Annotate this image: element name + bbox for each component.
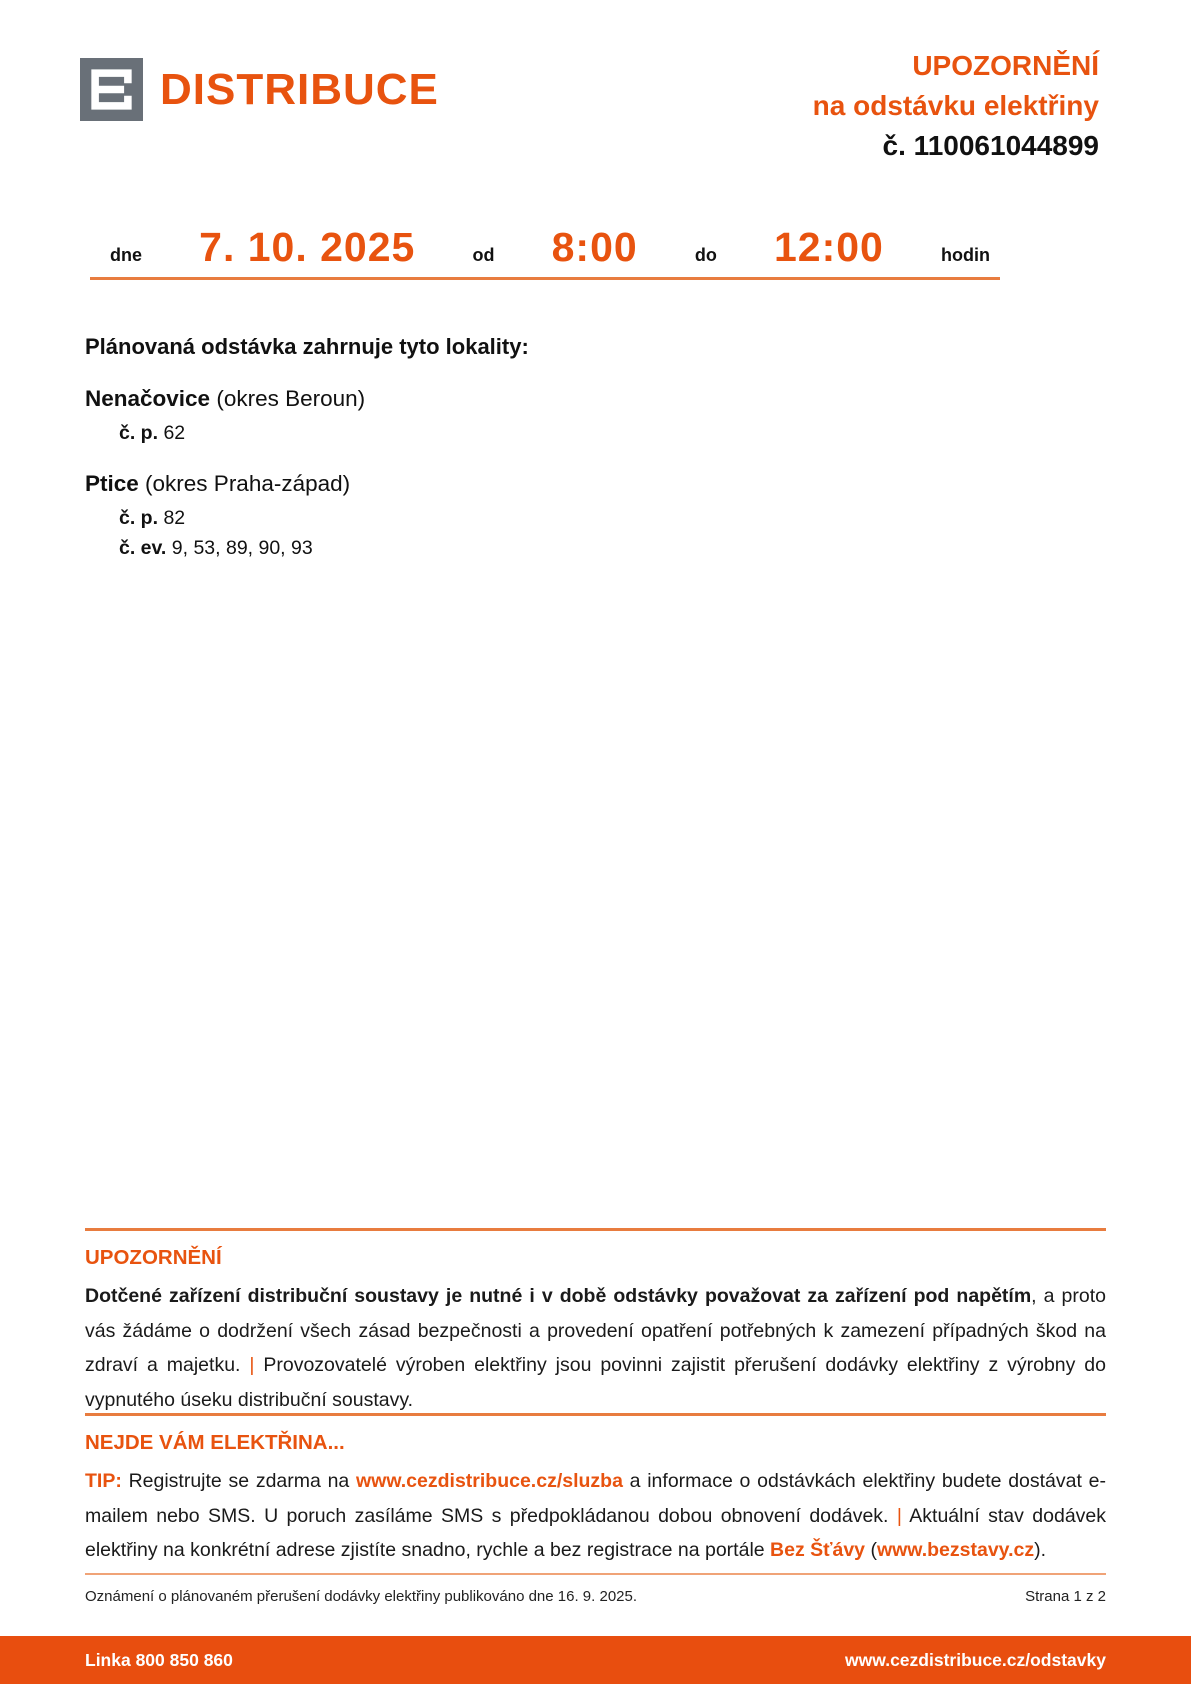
entry-label: č. p. [119,507,159,529]
brand-wordmark: DISTRIBUCE [160,64,439,114]
notice-title-block [813,46,1099,166]
warning-paragraph [85,1279,1106,1417]
tip-text-5: ). [1034,1539,1047,1561]
locality-district: (okres Beroun) [216,386,366,411]
locality-item [85,386,1106,445]
locality-entry [119,422,1106,445]
warning-bold-intro: Dotčené zařízení distribuční soustavy je nutné i v době odstávky považovat za zařízení pod napětím [85,1285,1032,1307]
schedule-time-to-value: 12:00 [773,224,884,270]
locality-item [85,471,1106,560]
entry-label: č. p. [119,422,159,444]
page-number: Strana 1 z 2 [1025,1588,1106,1605]
link-bezstavy[interactable]: www.bezstavy.cz [876,1539,1035,1561]
entry-value: 9, 53, 89, 90, 93 [171,537,313,559]
notice-title-line1: UPOZORNĚNÍ [912,50,1099,81]
tip-text-1: Registrujte se zdarma na [121,1470,356,1492]
entry-label: č. ev. [119,537,167,559]
separator-pipe: | [896,1504,902,1527]
schedule-time-from-value: 8:00 [551,224,638,270]
tip-section [85,1413,1106,1568]
schedule-underline [90,277,1000,280]
locality-entry [119,507,1106,530]
warning-heading: UPOZORNĚNÍ [85,1246,222,1269]
schedule-date-value: 7. 10. 2025 [199,224,416,270]
entry-value: 82 [163,507,186,529]
schedule-band [110,224,990,271]
tip-text-3: Aktuální stav dodávek elektřiny na konkrétní adrese zjistíte snadno, rychle a bez registrace na portále [85,1504,1107,1561]
publication-note: Oznámení o plánovaném přerušení dodávky elektřiny publikováno dne 16. 9. 2025. [85,1588,638,1605]
cez-logo-icon [80,58,143,121]
locality-name-line [85,471,1106,497]
prefooter-divider [85,1573,1106,1575]
schedule-label-from: od [472,245,495,265]
brand-header [80,58,439,121]
locality-name: Ptice [85,471,139,496]
footnote-row [85,1588,1106,1605]
tip-label: TIP: [85,1470,122,1492]
notice-number: č. 110061044899 [882,130,1099,161]
footer-phone: Linka 800 850 860 [85,1649,233,1670]
footer-url-link[interactable]: www.cezdistribuce.cz/odstavky [845,1649,1106,1670]
locality-name-line [85,386,1106,412]
schedule-label-hours: hodin [940,245,990,265]
locality-entry [119,537,1106,560]
localities-heading: Plánovaná odstávka zahrnuje tyto lokality: [85,334,529,359]
warning-section [85,1228,1106,1417]
warning-text: , a proto vás žádáme o dodržení všech zásad bezpečnosti a provedení opatření potřebných k zamezení případných škod na zdraví a majetku. [85,1285,1106,1376]
locality-district: (okres Praha-západ) [145,471,351,496]
schedule-label-to: do [694,245,717,265]
schedule-label-date: dne [110,245,143,265]
tip-text-4: ( [865,1539,877,1561]
entry-value: 62 [163,422,186,444]
tip-heading: NEJDE VÁM ELEKTŘINA... [85,1431,345,1454]
localities-section [85,334,1106,560]
tip-text-2: a informace o odstávkách elektřiny budete dostávat e-mailem nebo SMS. U poruch zasíláme SMS s předpokládanou dobou obnovení dodávek. [85,1470,1106,1527]
tip-paragraph [85,1464,1106,1568]
warning-text-tail: Provozovatelé výroben elektřiny jsou povinni zajistit přerušení dodávky elektřiny z výrobny do vypnutého úseku distribuční soustavy. [85,1354,1106,1411]
notice-title-line2: na odstávku elektřiny [812,90,1099,121]
footer-bar [0,1636,1191,1684]
link-cezdistribuce-sluzba[interactable]: www.cezdistribuce.cz/sluzba [355,1470,623,1492]
portal-name: Bez Šťávy [770,1539,866,1561]
locality-name: Nenačovice [85,386,211,411]
separator-pipe: | [249,1354,255,1376]
